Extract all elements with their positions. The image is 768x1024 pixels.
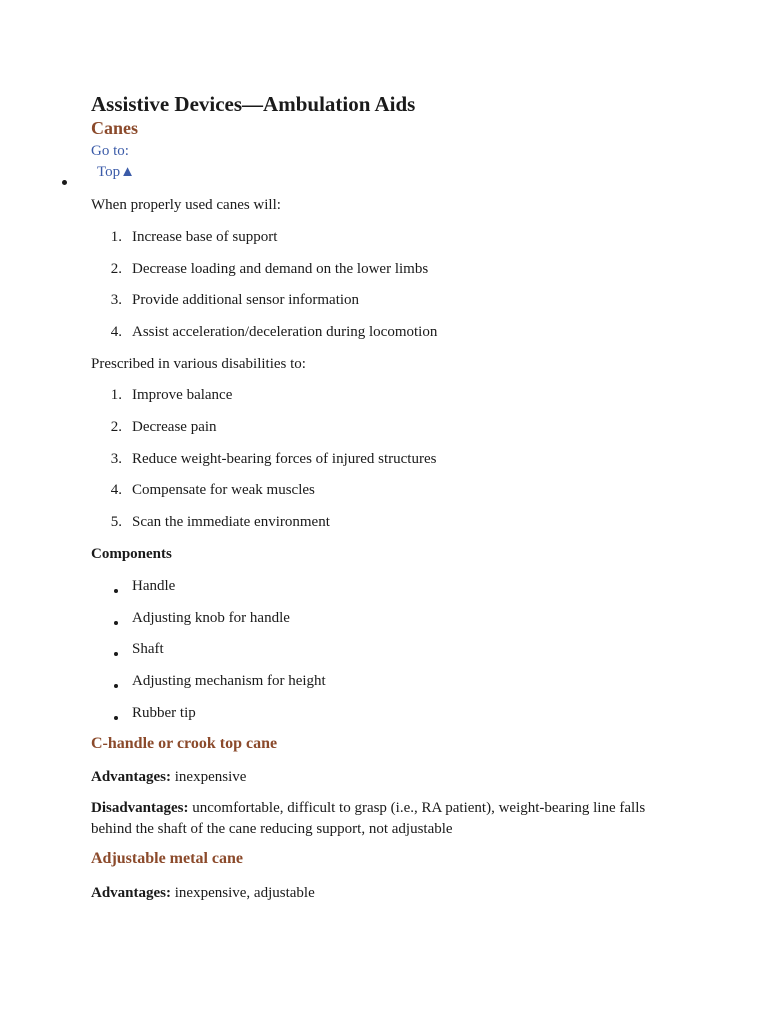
bullet-icon	[114, 716, 118, 720]
bullet-icon	[114, 589, 118, 593]
goto-label: Go to:	[91, 143, 129, 159]
subheading-metal-cane: Adjustable metal cane	[91, 850, 243, 867]
list-number: 2.	[110, 419, 122, 435]
list-item: Decrease loading and demand on the lower limbs	[132, 261, 429, 277]
list-item: Decrease pain	[132, 419, 217, 435]
list-item: Scan the immediate environment	[132, 514, 330, 530]
list-item: Increase base of support	[132, 229, 278, 245]
list-number: 4.	[110, 482, 122, 498]
list-number: 1.	[110, 387, 122, 403]
advantages-text: inexpensive, adjustable	[171, 885, 315, 901]
bullet-icon	[114, 621, 118, 625]
list-item: Shaft	[132, 641, 164, 657]
c-handle-advantages	[91, 767, 681, 788]
list-item: Improve balance	[132, 387, 233, 403]
bullet-icon	[62, 180, 67, 185]
disadvantages-label: Disadvantages:	[91, 800, 189, 816]
disadvantages-text: uncomfortable, difficult to grasp (i.e., RA patient), weight-bearing line falls behind the shaft of the cane reducing support, not adjustable	[91, 800, 646, 837]
up-arrow-icon: ▲	[120, 164, 135, 180]
list-item: Rubber tip	[132, 705, 196, 721]
list-number: 1.	[110, 229, 122, 245]
bullet-icon	[114, 652, 118, 656]
bullet-icon	[114, 684, 118, 688]
list-item: Provide additional sensor information	[132, 292, 360, 308]
list-number: 3.	[110, 451, 122, 467]
list-item: Adjusting mechanism for height	[132, 673, 326, 689]
list-number: 4.	[110, 324, 122, 340]
list-item: Reduce weight-bearing forces of injured structures	[132, 451, 437, 467]
metal-cane-advantages	[91, 883, 681, 904]
list-item: Adjusting knob for handle	[132, 610, 290, 626]
top-bullet	[62, 173, 67, 191]
advantages-text: inexpensive	[171, 769, 247, 785]
top-link[interactable]	[97, 164, 135, 181]
intro-paragraph-1: When properly used canes will:	[91, 197, 281, 213]
subheading-c-handle: C-handle or crook top cane	[91, 735, 278, 752]
advantages-label: Advantages:	[91, 885, 172, 901]
list-item: Assist acceleration/deceleration during locomotion	[132, 324, 438, 340]
page-title: Assistive Devices—Ambulation Aids	[91, 92, 416, 116]
list-item: Handle	[132, 578, 176, 594]
list-item: Compensate for weak muscles	[132, 482, 315, 498]
list-number: 5.	[110, 514, 122, 530]
section-heading: Canes	[91, 118, 139, 138]
top-link-label: Top	[97, 164, 121, 180]
intro-paragraph-2: Prescribed in various disabilities to:	[91, 356, 306, 372]
components-heading: Components	[91, 546, 172, 562]
list-number: 2.	[110, 261, 122, 277]
list-number: 3.	[110, 292, 122, 308]
c-handle-disadvantages	[91, 798, 681, 840]
advantages-label: Advantages:	[91, 769, 172, 785]
